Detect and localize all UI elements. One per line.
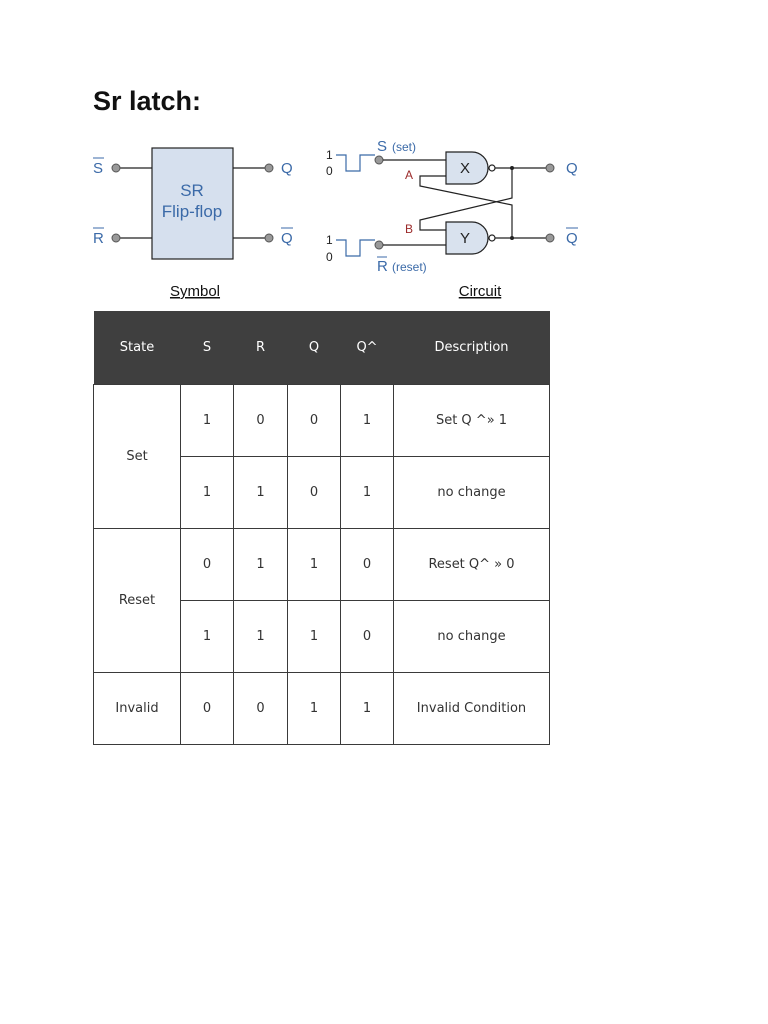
state-cell: Invalid [94,673,181,745]
q-cell: 0 [288,457,341,529]
description-cell: Set Q ^» 1 [394,385,550,457]
q-cell: 1 [288,601,341,673]
description-cell: Invalid Condition [394,673,550,745]
header-state: State [94,311,181,385]
qbar-cell: 0 [341,529,394,601]
circuit-diagram [326,138,578,300]
r-cell: 1 [234,529,288,601]
r-cell: 1 [234,457,288,529]
level-high-bottom: 1 [326,233,333,247]
q-cell: 1 [288,673,341,745]
table-row [94,385,550,457]
header-description: Description [394,311,550,385]
r-terminal [112,234,120,242]
table-row [94,529,550,601]
qbar-cell: 1 [341,385,394,457]
qbar-terminal [265,234,273,242]
flip-flop-label-type: Flip-flop [161,202,223,221]
r-cell: 0 [234,385,288,457]
sr-latch-diagram [85,138,605,308]
header-s: S [181,311,234,385]
level-low-top: 0 [326,164,333,178]
circuit-output-q: Q [566,160,578,177]
s-cell: 1 [181,457,234,529]
q-cell: 1 [288,529,341,601]
table-header-row [94,311,550,385]
circuit-set-note: (set) [392,140,416,154]
circuit-caption: Circuit [458,283,502,300]
s-cell: 1 [181,601,234,673]
set-pulse-waveform [336,155,375,171]
header-q: Q [288,311,341,385]
description-cell: Reset Q^ » 0 [394,529,550,601]
state-cell: Reset [94,529,181,673]
qbar-cell: 0 [341,601,394,673]
circuit-output-qbar: Q [566,230,578,247]
circuit-set-input: S [377,138,388,155]
r-cell: 0 [234,673,288,745]
symbol-output-q: Q [281,160,293,177]
symbol-diagram [93,148,293,300]
gate-y-label: Y [459,230,471,247]
truth-table [93,311,550,745]
level-low-bottom: 0 [326,250,333,264]
header-r: R [234,311,288,385]
s-terminal [112,164,120,172]
qbar-output-terminal [546,234,554,242]
circuit-reset-note: (reset) [392,260,427,274]
node-a-label: A [405,168,414,182]
r-cell: 1 [234,601,288,673]
symbol-caption: Symbol [169,283,221,300]
qbar-cell: 1 [341,457,394,529]
table-row [94,673,550,745]
state-cell: Set [94,385,181,529]
header-qbar: Q^ [341,311,394,385]
q-cell: 0 [288,385,341,457]
set-terminal [375,156,383,164]
description-cell: no change [394,457,550,529]
s-cell: 0 [181,529,234,601]
page-title: Sr latch: [93,86,202,116]
description-cell: no change [394,601,550,673]
circuit-reset-input: R [377,258,388,275]
flip-flop-label-sr: SR [180,181,204,200]
node-b-label: B [405,222,414,236]
symbol-input-s: S [93,160,104,177]
q-output-terminal [546,164,554,172]
level-high-top: 1 [326,148,333,162]
symbol-output-qbar: Q [281,230,293,247]
qbar-cell: 1 [341,673,394,745]
reset-pulse-waveform [336,240,375,256]
gate-x-label: X [459,160,471,177]
reset-terminal [375,241,383,249]
q-terminal [265,164,273,172]
s-cell: 1 [181,385,234,457]
s-cell: 0 [181,673,234,745]
symbol-input-r: R [93,230,104,247]
